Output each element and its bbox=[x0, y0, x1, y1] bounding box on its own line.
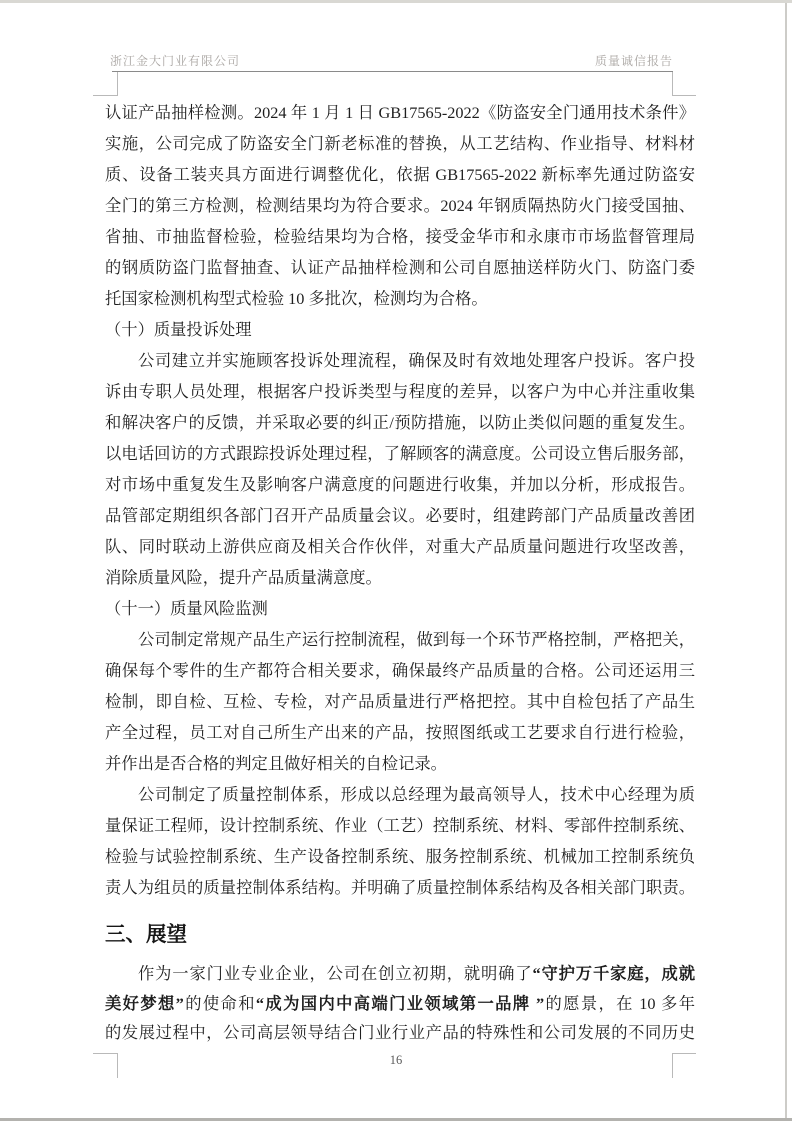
text-run: 量保证工程师，设计控制系统、作业（工艺）控制系统、材料、零部件控制系统、 bbox=[105, 816, 695, 835]
document-body bbox=[105, 97, 695, 1048]
text-line bbox=[105, 159, 695, 190]
text-run: 确保每个零件的生产都符合相关要求，确保最终产品质量的合格。公司还运用三 bbox=[105, 661, 695, 680]
text-run: 责人为组员的质量控制体系结构。并明确了质量控制体系结构及各相关部门职责。 bbox=[105, 878, 695, 897]
text-line bbox=[105, 469, 695, 500]
text-line bbox=[105, 531, 695, 562]
text-line bbox=[105, 562, 695, 593]
text-run: 认证产品抽样检测。2024 年 1 月 1 日 GB17565-2022《防盗安全门通用技术条件》 bbox=[105, 103, 695, 122]
text-run: 公司制定了质量控制体系，形成以总经理为最高领导人，技术中心经理为质 bbox=[138, 785, 695, 804]
text-line bbox=[105, 810, 695, 841]
text-line bbox=[105, 283, 695, 314]
text-line bbox=[105, 686, 695, 717]
text-line bbox=[105, 500, 695, 531]
text-line bbox=[105, 989, 695, 1019]
sub-section-heading bbox=[105, 593, 695, 624]
text-line bbox=[105, 407, 695, 438]
text-run: 的使命和 bbox=[183, 993, 256, 1013]
text-run: 并作出是否合格的判定且做好相关的自检记录。 bbox=[105, 754, 447, 773]
text-run: 和解决客户的反馈，并采取必要的纠正/预防措施，以防止类似问题的重复发生。 bbox=[105, 413, 695, 432]
text-run: 公司建立并实施顾客投诉处理流程，确保及时有效地处理客户投诉。客户投 bbox=[138, 351, 695, 370]
text-line bbox=[105, 438, 695, 469]
page-bottom-edge bbox=[0, 1118, 792, 1121]
text-line bbox=[105, 376, 695, 407]
text-line bbox=[105, 128, 695, 159]
text-run: 对市场中重复发生及影响客户满意度的问题进行收集，并加以分析，形成报告。 bbox=[105, 475, 695, 494]
header-rule bbox=[112, 71, 673, 72]
text-run: 诉由专职人员处理，根据客户投诉类型与程度的差异，以客户为中心并注重收集 bbox=[105, 382, 695, 401]
text-line bbox=[105, 779, 695, 810]
text-run: 托国家检测机构型式检验 10 多批次，检测均为合格。 bbox=[105, 289, 488, 308]
header-company-name: 浙江金大门业有限公司 bbox=[110, 54, 241, 68]
crop-mark-top-right bbox=[672, 72, 696, 96]
text-run: （十一）质量风险监测 bbox=[105, 599, 268, 618]
page-right-edge bbox=[785, 3, 787, 1119]
text-run: 的发展过程中，公司高层领导结合门业行业产品的特殊性和公司发展的不同历史 bbox=[105, 1023, 695, 1042]
text-run: 的钢质防盗门监督抽查、认证产品抽样检测和公司自愿抽送样防火门、防盗门委 bbox=[105, 258, 695, 277]
page-top-edge bbox=[0, 0, 792, 3]
bold-text-run: “成为国内中高端门业领域第一品牌 ” bbox=[255, 993, 545, 1013]
section-heading: 三、展望 bbox=[105, 924, 187, 946]
text-run: 检制，即自检、互检、专检，对产品质量进行严格把控。其中自检包括了产品生 bbox=[105, 692, 695, 711]
text-line bbox=[105, 1018, 695, 1048]
text-run: 队、同时联动上游供应商及相关合作伙伴，对重大产品质量问题进行攻坚改善， bbox=[105, 537, 695, 556]
text-run: 全门的第三方检测，检测结果均为符合要求。2024 年钢质隔热防火门接受国抽、 bbox=[105, 196, 695, 215]
bold-text-run: “守护万千家庭，成就 bbox=[532, 964, 695, 983]
text-line bbox=[105, 717, 695, 748]
text-line bbox=[105, 872, 695, 903]
page-number: 16 bbox=[389, 1053, 403, 1067]
header-report-title: 质量诚信报告 bbox=[594, 54, 673, 68]
crop-mark-top-left bbox=[93, 72, 118, 96]
text-line bbox=[105, 190, 695, 221]
text-run: 消除质量风险，提升产品质量满意度。 bbox=[105, 568, 382, 587]
text-line bbox=[105, 345, 695, 376]
text-line bbox=[105, 97, 695, 128]
text-run: 的愿景，在 10 多年 bbox=[544, 993, 695, 1013]
text-run: 产全过程，员工对自己所生产出来的产品，按照图纸或工艺要求自行进行检验， bbox=[105, 723, 695, 742]
text-run: （十）质量投诉处理 bbox=[105, 320, 252, 339]
text-line bbox=[105, 959, 695, 989]
text-run: 品管部定期组织各部门召开产品质量会议。必要时，组建跨部门产品质量改善团 bbox=[105, 506, 695, 525]
text-line bbox=[105, 841, 695, 872]
text-run: 公司制定常规产品生产运行控制流程，做到每一个环节严格控制，严格把关， bbox=[138, 630, 695, 649]
text-line bbox=[105, 748, 695, 779]
bold-text-run: 美好梦想” bbox=[105, 993, 184, 1013]
text-line bbox=[105, 655, 695, 686]
text-run: 作为一家门业专业企业，公司在创立初期，就明确了 bbox=[138, 964, 533, 983]
text-line bbox=[105, 221, 695, 252]
text-line bbox=[105, 252, 695, 283]
text-run: 省抽、市抽监督检验，检验结果均为合格，接受金华市和永康市市场监督管理局 bbox=[105, 227, 695, 246]
text-run: 以电话回访的方式跟踪投诉处理过程，了解顾客的满意度。公司设立售后服务部， bbox=[105, 444, 695, 463]
text-run: 实施，公司完成了防盗安全门新老标准的替换，从工艺结构、作业指导、材料材 bbox=[105, 134, 695, 153]
text-run: 质、设备工装夹具方面进行调整优化，依据 GB17565-2022 新标率先通过防盗安 bbox=[105, 165, 695, 184]
text-line bbox=[105, 624, 695, 655]
text-run: 检验与试验控制系统、生产设备控制系统、服务控制系统、机械加工控制系统负 bbox=[105, 847, 695, 866]
sub-section-heading bbox=[105, 314, 695, 345]
